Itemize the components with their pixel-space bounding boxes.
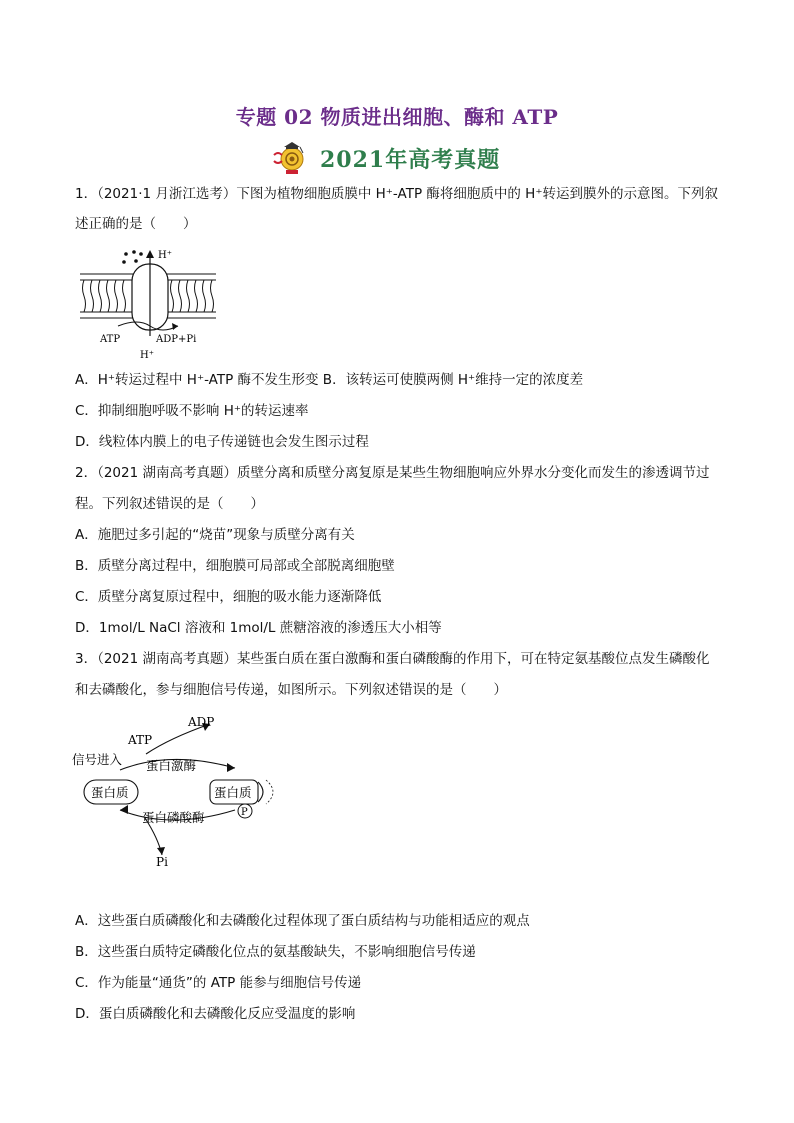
question-1-stem-line1: 1．（2021·1 月浙江选考）下图为植物细胞质膜中 H⁺-ATP 酶将细胞质中的 H⁺转运到膜外的示意图。下列叙 xyxy=(75,186,718,202)
question-2-stem-line2: 程。下列叙述错误的是（ ） xyxy=(75,496,264,512)
mascot-icon xyxy=(270,141,312,175)
membrane-diagram xyxy=(78,240,228,365)
h-bottom-label: H⁺ xyxy=(140,350,154,361)
kinase-label: 蛋白激酶 xyxy=(146,758,197,773)
question-1-option-c: C．抑制细胞呼吸不影响 H⁺的转运速率 xyxy=(75,403,309,419)
question-2-option-d: D．1mol/L NaCl 溶液和 1mol/L 蔗糖溶液的渗透压大小相等 xyxy=(75,620,442,636)
question-1-option-a: A．H⁺转运过程中 H⁺-ATP 酶不发生形变 B．该转运可使膜两侧 H⁺维持一定的浓度差 xyxy=(75,372,584,388)
page-title: 专题 02 物质进出细胞、酶和 ATP xyxy=(235,105,559,129)
adp-label: ADP xyxy=(188,715,215,729)
question-3-option-c: C．作为能量“通货”的 ATP 能参与细胞信号传递 xyxy=(75,975,362,991)
banner-text: 2021年高考真题 xyxy=(320,146,501,173)
atp-label: ATP xyxy=(128,733,153,747)
question-3-option-b: B．这些蛋白质特定磷酸化位点的氨基酸缺失，不影响细胞信号传递 xyxy=(75,944,476,960)
question-1-stem-line2: 述正确的是（ ） xyxy=(75,216,197,232)
question-3-stem-line2: 和去磷酸化，参与细胞信号传递，如图所示。下列叙述错误的是（ ） xyxy=(75,682,507,698)
question-3-stem-line1: 3．（2021 湖南高考真题）某些蛋白质在蛋白激酶和蛋白磷酸酶的作用下，可在特定氨基酸位点发生磷酸化 xyxy=(75,651,710,667)
protein-right-label: 蛋白质 xyxy=(214,785,252,800)
year-banner xyxy=(270,140,500,176)
phosphorylation-cycle-diagram xyxy=(70,710,300,870)
atp-label: ATP xyxy=(100,334,121,345)
question-1-option-d: D．线粒体内膜上的电子传递链也会发生图示过程 xyxy=(75,434,369,450)
question-3-option-a: A．这些蛋白质磷酸化和去磷酸化过程体现了蛋白质结构与功能相适应的观点 xyxy=(75,913,530,929)
signal-label: 信号进入 xyxy=(72,752,123,767)
question-2-option-a: A．施肥过多引起的“烧苗”现象与质壁分离有关 xyxy=(75,527,355,543)
protein-left-label: 蛋白质 xyxy=(91,785,129,800)
question-3-option-d: D．蛋白质磷酸化和去磷酸化反应受温度的影响 xyxy=(75,1006,356,1022)
adp-label: ADP+Pi xyxy=(156,334,197,345)
h-top-label: H⁺ xyxy=(158,250,172,261)
question-2-option-b: B．质壁分离过程中，细胞膜可局部或全部脱离细胞壁 xyxy=(75,558,395,574)
phosphate-p-label: P xyxy=(241,807,248,818)
phosphatase-label: 蛋白磷酸酶 xyxy=(142,810,205,825)
question-2-option-c: C．质壁分离复原过程中，细胞的吸水能力逐渐降低 xyxy=(75,589,382,605)
pi-label: Pi xyxy=(156,855,168,869)
question-2-stem-line1: 2．（2021 湖南高考真题）质壁分离和质壁分离复原是某些生物细胞响应外界水分变化而发生的渗透调节过 xyxy=(75,465,710,481)
